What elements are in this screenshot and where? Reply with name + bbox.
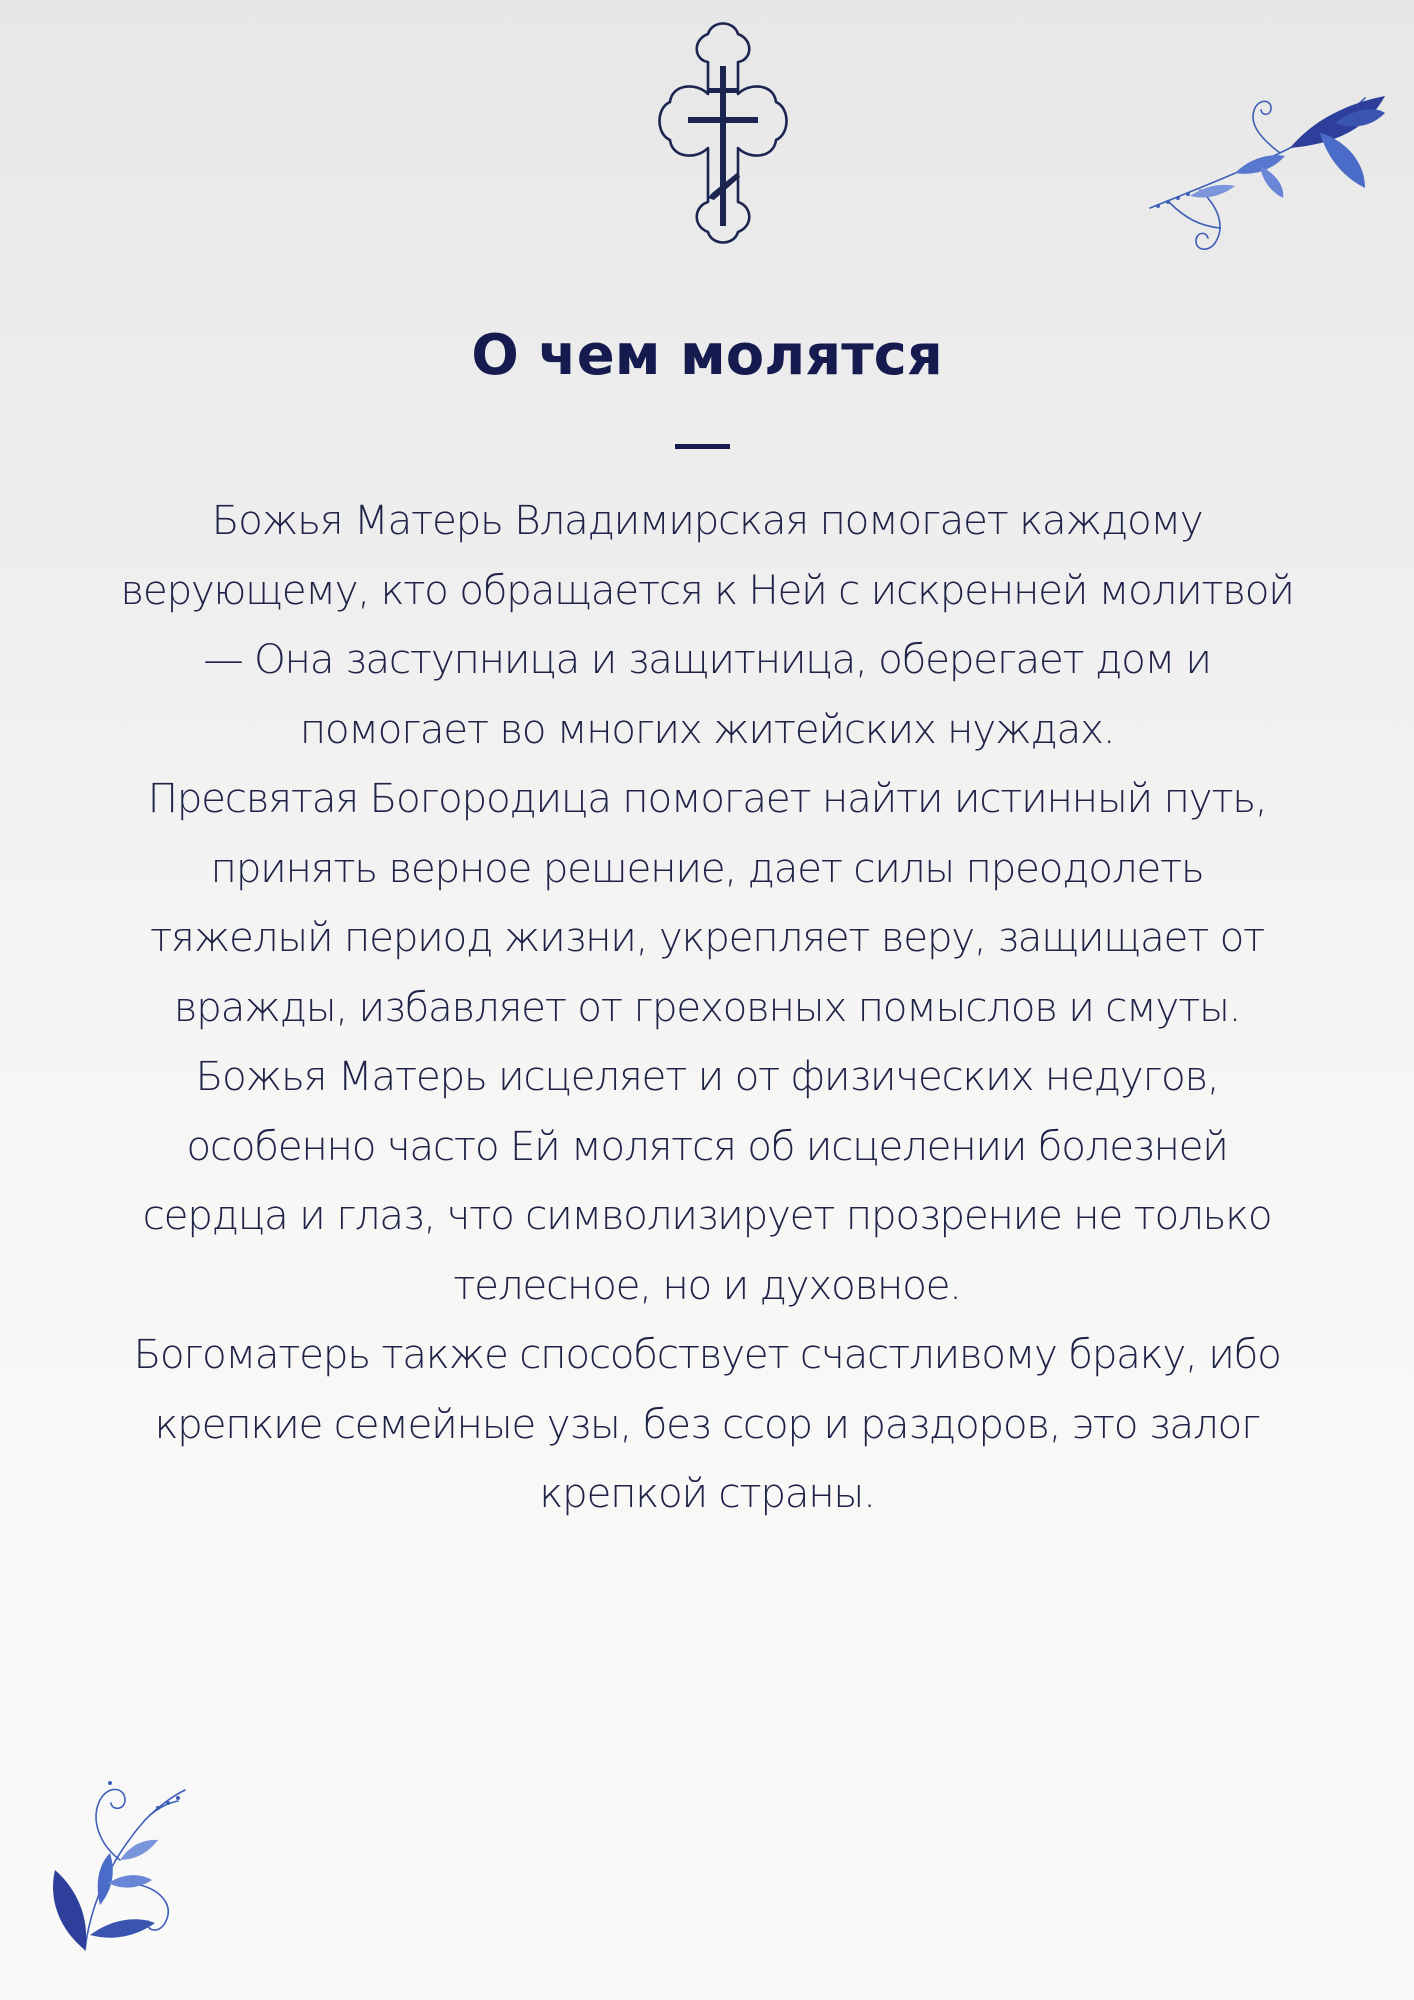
text-line: принять верное решение, дает силы преодолеть — [210, 843, 1204, 892]
orthodox-cross-icon — [628, 22, 818, 262]
prayer-description — [18, 486, 1396, 1529]
text-line: — Она заступница и защитница, оберегает дом и — [203, 635, 1211, 683]
text-line: верующему, кто обращается к Ней с искренней молитвой — [120, 565, 1294, 614]
floral-ornament-icon — [1140, 78, 1390, 263]
text-line: вражды, избавляет от греховных помыслов и смуты. — [173, 982, 1241, 1031]
page-title: О чем молятся — [471, 323, 943, 388]
text-line: Пресвятая Богородица помогает найти истинный путь, — [147, 774, 1267, 822]
text-line: Божья Матерь исцеляет и от физических недугов, — [195, 1052, 1219, 1100]
text-line: крепкие семейные узы, без ссор и раздоров, это залог — [154, 1399, 1260, 1448]
text-line: Богоматерь также способствует счастливому браку, ибо — [133, 1330, 1281, 1378]
text-line: телесное, но и духовное. — [453, 1260, 961, 1309]
text-line: сердца и глаз, что символизирует прозрение не только — [142, 1191, 1272, 1239]
text-line: тяжелый период жизни, укрепляет веру, защищает от — [149, 913, 1264, 961]
text-line: крепкой страны. — [539, 1469, 875, 1517]
text-line: помогает во многих житейских нуждах. — [299, 704, 1115, 753]
title-divider — [675, 444, 730, 449]
text-line: особенно часто Ей молятся об исцелении болезней — [186, 1121, 1228, 1170]
floral-ornament-icon — [40, 1765, 200, 1960]
text-line: Божья Матерь Владимирская помогает каждому — [211, 496, 1203, 544]
